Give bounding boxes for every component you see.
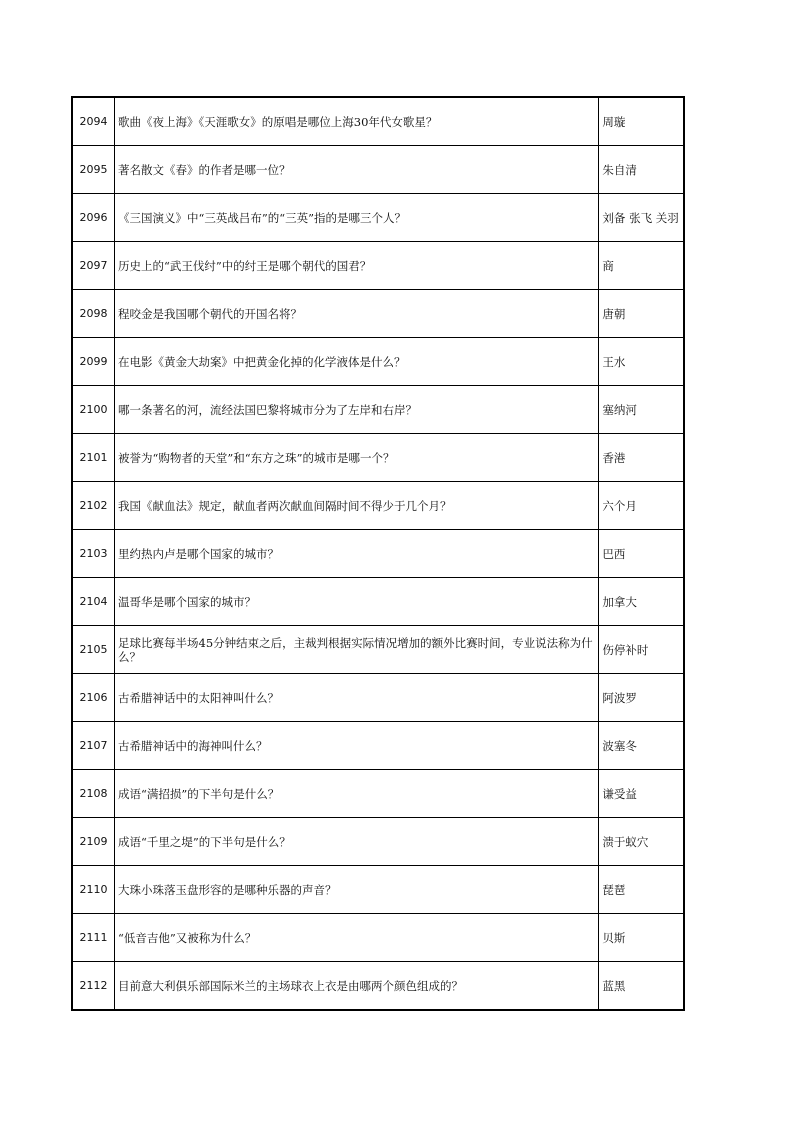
table-row <box>72 194 684 242</box>
question-text: 成语“满招损”的下半句是什么？ <box>115 770 599 818</box>
question-number: 2101 <box>72 434 115 482</box>
question-text: 成语“千里之堤”的下半句是什么？ <box>115 818 599 866</box>
question-number: 2105 <box>72 626 115 674</box>
question-number: 2103 <box>72 530 115 578</box>
question-text: 被誉为“购物者的天堂”和“东方之珠”的城市是哪一个？ <box>115 434 599 482</box>
question-text: 古希腊神话中的太阳神叫什么？ <box>115 674 599 722</box>
table-row <box>72 674 684 722</box>
question-number: 2097 <box>72 242 115 290</box>
question-text: 足球比赛每半场45分钟结束之后，主裁判根据实际情况增加的额外比赛时间，专业说法称为什么？ <box>115 626 599 674</box>
table-row <box>72 722 684 770</box>
table-row <box>72 146 684 194</box>
answer-text: 贝斯 <box>599 914 684 962</box>
question-text: 歌曲《夜上海》《天涯歌女》的原唱是哪位上海30年代女歌星？ <box>115 97 599 146</box>
question-number: 2109 <box>72 818 115 866</box>
answer-text: 六个月 <box>599 482 684 530</box>
table-row <box>72 530 684 578</box>
answer-text: 琵琶 <box>599 866 684 914</box>
table-row <box>72 434 684 482</box>
answer-text: 周璇 <box>599 97 684 146</box>
question-text: 目前意大利俱乐部国际米兰的主场球衣上衣是由哪两个颜色组成的？ <box>115 962 599 1011</box>
quiz-table <box>71 96 685 1011</box>
question-number: 2107 <box>72 722 115 770</box>
answer-text: 伤停补时 <box>599 626 684 674</box>
table-row <box>72 818 684 866</box>
quiz-table-body <box>72 97 684 1010</box>
answer-text: 塞纳河 <box>599 386 684 434</box>
answer-text: 王水 <box>599 338 684 386</box>
question-number: 2110 <box>72 866 115 914</box>
table-row <box>72 770 684 818</box>
answer-text: 刘备 张飞 关羽 <box>599 194 684 242</box>
question-text: 《三国演义》中“三英战吕布”的“三英”指的是哪三个人？ <box>115 194 599 242</box>
question-number: 2100 <box>72 386 115 434</box>
answer-text: 唐朝 <box>599 290 684 338</box>
answer-text: 商 <box>599 242 684 290</box>
question-text: 程咬金是我国哪个朝代的开国名将？ <box>115 290 599 338</box>
question-text: 著名散文《春》的作者是哪一位？ <box>115 146 599 194</box>
table-row <box>72 242 684 290</box>
question-text: 古希腊神话中的海神叫什么？ <box>115 722 599 770</box>
question-text: 温哥华是哪个国家的城市？ <box>115 578 599 626</box>
table-row <box>72 386 684 434</box>
table-row <box>72 482 684 530</box>
question-number: 2112 <box>72 962 115 1011</box>
answer-text: 加拿大 <box>599 578 684 626</box>
table-row <box>72 866 684 914</box>
question-text: 里约热内卢是哪个国家的城市？ <box>115 530 599 578</box>
answer-text: 蓝黑 <box>599 962 684 1011</box>
answer-text: 谦受益 <box>599 770 684 818</box>
table-row <box>72 914 684 962</box>
table-row <box>72 338 684 386</box>
question-number: 2094 <box>72 97 115 146</box>
question-number: 2099 <box>72 338 115 386</box>
question-text: 在电影《黄金大劫案》中把黄金化掉的化学液体是什么？ <box>115 338 599 386</box>
question-number: 2095 <box>72 146 115 194</box>
table-row <box>72 97 684 146</box>
question-text: “低音吉他”又被称为什么？ <box>115 914 599 962</box>
answer-text: 朱自清 <box>599 146 684 194</box>
table-row <box>72 626 684 674</box>
question-number: 2108 <box>72 770 115 818</box>
question-number: 2096 <box>72 194 115 242</box>
question-number: 2102 <box>72 482 115 530</box>
answer-text: 溃于蚁穴 <box>599 818 684 866</box>
table-row <box>72 962 684 1011</box>
answer-text: 阿波罗 <box>599 674 684 722</box>
table-row <box>72 578 684 626</box>
answer-text: 巴西 <box>599 530 684 578</box>
question-number: 2106 <box>72 674 115 722</box>
question-number: 2111 <box>72 914 115 962</box>
answer-text: 波塞冬 <box>599 722 684 770</box>
answer-text: 香港 <box>599 434 684 482</box>
question-text: 历史上的“武王伐纣”中的纣王是哪个朝代的国君？ <box>115 242 599 290</box>
table-row <box>72 290 684 338</box>
question-text: 哪一条著名的河，流经法国巴黎将城市分为了左岸和右岸？ <box>115 386 599 434</box>
question-number: 2098 <box>72 290 115 338</box>
question-text: 我国《献血法》规定，献血者两次献血间隔时间不得少于几个月？ <box>115 482 599 530</box>
question-number: 2104 <box>72 578 115 626</box>
question-text: 大珠小珠落玉盘形容的是哪种乐器的声音？ <box>115 866 599 914</box>
